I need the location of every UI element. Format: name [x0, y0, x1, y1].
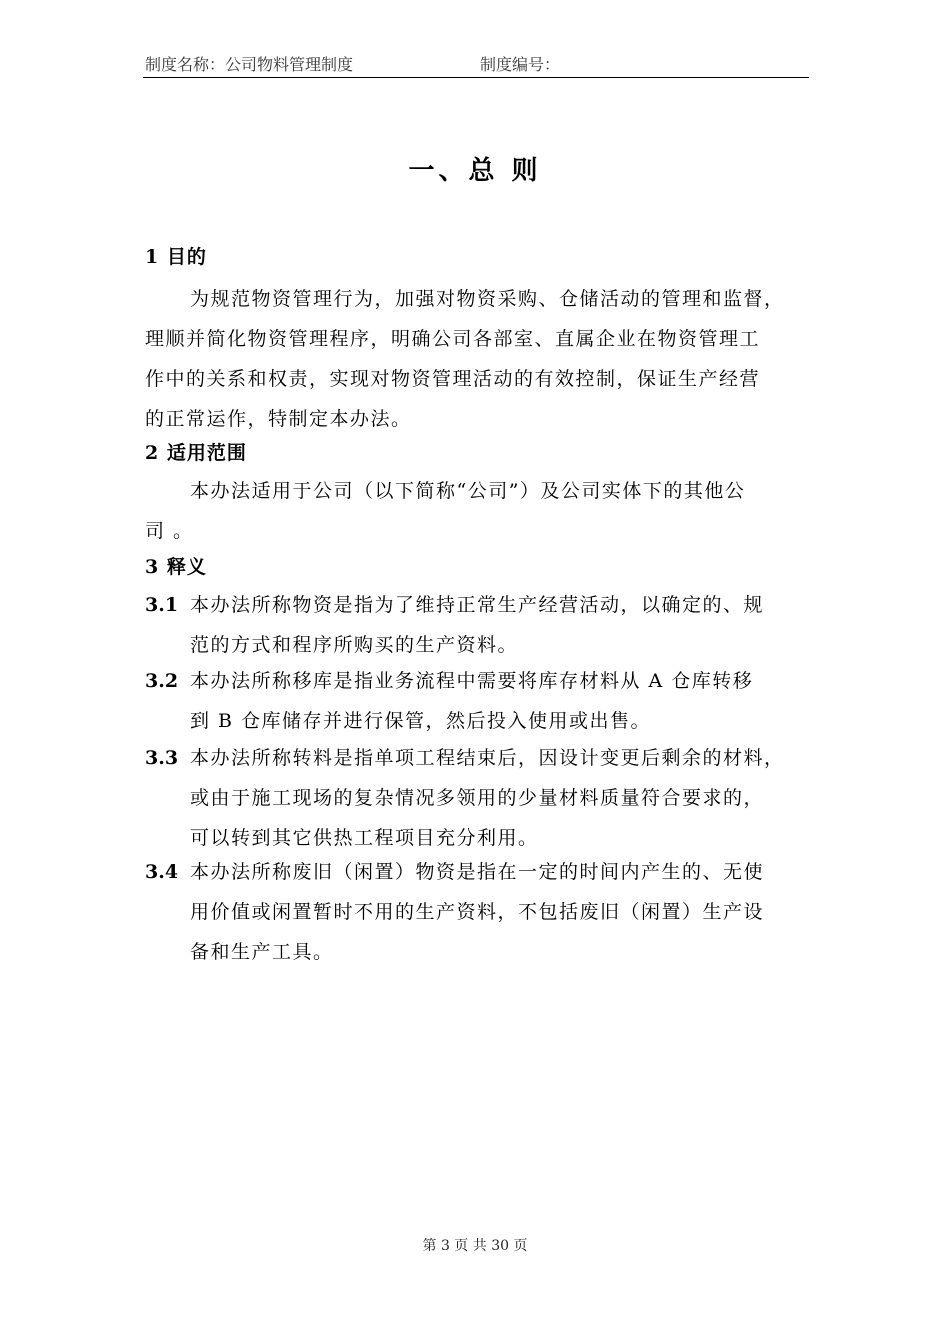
item-line: 可以转到其它供热工程项目充分利用。: [190, 827, 539, 849]
paragraph-purpose: [145, 279, 825, 439]
definition-item-3-2: [190, 661, 830, 741]
paragraph-line: 本办法适用于公司（以下简称“公司”）及公司实体下的其他公: [190, 480, 746, 502]
item-line: 范的方式和程序所购买的生产资料。: [190, 634, 519, 656]
item-line: 或由于施工现场的复杂情况多领用的少量材料质量符合要求的，: [190, 787, 765, 809]
paragraph-scope: [145, 471, 825, 551]
definition-item-3-1: [190, 585, 830, 665]
doc-number: 制度编号：: [480, 55, 561, 74]
definition-item-3-4: [190, 852, 830, 972]
paragraph-line: 作中的关系和权责，实现对物资管理活动的有效控制，保证生产经营: [145, 368, 761, 390]
chapter-title: 一、总 则: [408, 156, 542, 186]
section-heading-definitions: 3 释义: [145, 556, 207, 578]
paragraph-line: 的正常运作，特制定本办法。: [145, 408, 412, 430]
definition-item-3-3: [190, 738, 830, 858]
section-heading-purpose: 1 目的: [145, 246, 207, 268]
page-footer: 第 3 页 共 30 页: [422, 1238, 528, 1254]
section-heading-scope: 2 适用范围: [145, 442, 247, 464]
item-line: 本办法所称物资是指为了维持正常生产经营活动，以确定的、规: [190, 594, 765, 616]
item-number-3-4: 3.4: [145, 861, 179, 883]
item-line: 本办法所称移库是指业务流程中需要将库存材料从 A 仓库转移: [190, 670, 754, 692]
page-header: [143, 55, 809, 78]
item-line: 用价值或闲置暂时不用的生产资料，不包括废旧（闲置）生产设: [190, 901, 765, 923]
item-line: 本办法所称废旧（闲置）物资是指在一定的时间内产生的、无使: [190, 861, 765, 883]
item-number-3-2: 3.2: [145, 670, 179, 692]
item-line: 备和生产工具。: [190, 941, 334, 963]
paragraph-line: 为规范物资管理行为，加强对物资采购、仓储活动的管理和监督，: [190, 288, 785, 310]
item-line: 本办法所称转料是指单项工程结束后，因设计变更后剩余的材料，: [190, 747, 785, 769]
item-number-3-3: 3.3: [145, 747, 179, 769]
doc-name: 制度名称：公司物料管理制度: [145, 55, 354, 74]
item-number-3-1: 3.1: [145, 594, 179, 616]
paragraph-line: 理顺并简化物资管理程序，明确公司各部室、直属企业在物资管理工: [145, 328, 761, 350]
item-line: 到 B 仓库储存并进行保管，然后投入使用或出售。: [190, 710, 652, 732]
paragraph-line: 司 。: [145, 520, 194, 542]
